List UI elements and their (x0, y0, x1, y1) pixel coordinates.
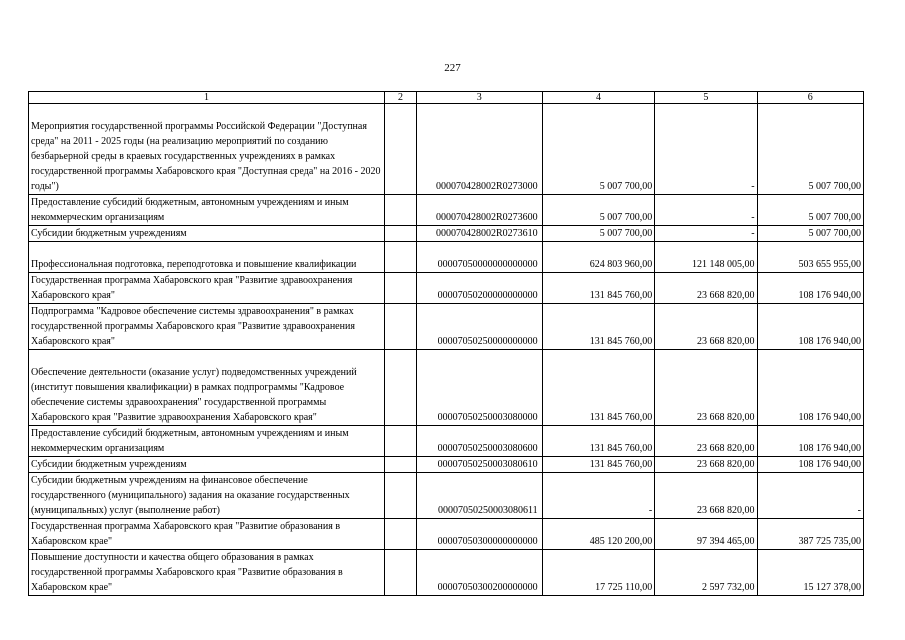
row-code: 00007050250003080610 (416, 457, 542, 473)
row-value-col4: 131 845 760,00 (542, 273, 655, 304)
row-name: Обеспечение деятельности (оказание услуг) подведомственных учреждений (институт повышения квалификации) в рамках подпрограммы "Кадровое обеспечение системы здравоохранения" государственной программы Хабаровского края "Развитие здравоохранения Хабаровского края" (29, 350, 385, 426)
row-col2 (385, 473, 417, 519)
table-row (29, 350, 864, 426)
row-name: Повышение доступности и качества общего образования в рамках государственной программы Хабаровского края "Развитие образования в Хабаровском крае" (29, 550, 385, 596)
row-value-col6: 15 127 378,00 (757, 550, 863, 596)
row-value-col6: 503 655 955,00 (757, 242, 863, 273)
row-name: Субсидии бюджетным учреждениям (29, 457, 385, 473)
row-col2 (385, 195, 417, 226)
table-row (29, 426, 864, 457)
row-code: 00007050300200000000 (416, 550, 542, 596)
row-code: 000070428002R0273600 (416, 195, 542, 226)
row-name: Мероприятия государственной программы Российской Федерации "Доступная среда" на 2011 - 2025 годы (на реализацию мероприятий по созданию безбарьерной среды в краевых государственных учреждениях в рамках государственной программы Хабаровского края "Доступная среда" на 2016 - 2020 годы") (29, 104, 385, 195)
row-value-col5: 23 668 820,00 (655, 304, 757, 350)
row-value-col6: 108 176 940,00 (757, 457, 863, 473)
row-code: 00007050300000000000 (416, 519, 542, 550)
row-name: Государственная программа Хабаровского края "Развитие образования в Хабаровском крае" (29, 519, 385, 550)
row-value-col4: 5 007 700,00 (542, 195, 655, 226)
column-header: 3 (416, 92, 542, 104)
row-value-col6: 5 007 700,00 (757, 195, 863, 226)
row-value-col4: 131 845 760,00 (542, 350, 655, 426)
row-value-col4: 131 845 760,00 (542, 457, 655, 473)
row-col2 (385, 226, 417, 242)
row-value-col6: 108 176 940,00 (757, 426, 863, 457)
row-value-col5: 97 394 465,00 (655, 519, 757, 550)
row-value-col6: 108 176 940,00 (757, 304, 863, 350)
row-col2 (385, 426, 417, 457)
table-header-row (29, 92, 864, 104)
row-value-col4: 131 845 760,00 (542, 304, 655, 350)
row-value-col6: 5 007 700,00 (757, 104, 863, 195)
row-name: Предоставление субсидий бюджетным, автономным учреждениям и иным некоммерческим организациям (29, 426, 385, 457)
row-code: 000070428002R0273610 (416, 226, 542, 242)
row-value-col4: 17 725 110,00 (542, 550, 655, 596)
column-header: 4 (542, 92, 655, 104)
row-name: Субсидии бюджетным учреждениям на финансовое обеспечение государственного (муниципального) задания на оказание государственных (муниципальных) услуг (выполнение работ) (29, 473, 385, 519)
budget-table (28, 91, 864, 596)
row-value-col5: 23 668 820,00 (655, 273, 757, 304)
row-code: 00007050250003080000 (416, 350, 542, 426)
row-value-col4: - (542, 473, 655, 519)
table-row (29, 195, 864, 226)
row-value-col4: 5 007 700,00 (542, 104, 655, 195)
row-value-col5: 121 148 005,00 (655, 242, 757, 273)
column-header: 1 (29, 92, 385, 104)
row-col2 (385, 550, 417, 596)
row-col2 (385, 350, 417, 426)
row-name: Предоставление субсидий бюджетным, автономным учреждениям и иным некоммерческим организациям (29, 195, 385, 226)
row-value-col6: 387 725 735,00 (757, 519, 863, 550)
row-value-col5: 2 597 732,00 (655, 550, 757, 596)
column-header: 5 (655, 92, 757, 104)
row-value-col5: 23 668 820,00 (655, 350, 757, 426)
table-row (29, 473, 864, 519)
table-row (29, 273, 864, 304)
page-number: 227 (444, 62, 461, 74)
row-code: 00007050200000000000 (416, 273, 542, 304)
row-value-col4: 624 803 960,00 (542, 242, 655, 273)
table-row (29, 304, 864, 350)
row-col2 (385, 457, 417, 473)
table-row (29, 519, 864, 550)
row-col2 (385, 104, 417, 195)
row-col2 (385, 242, 417, 273)
row-value-col5: - (655, 104, 757, 195)
row-value-col5: - (655, 226, 757, 242)
column-header: 6 (757, 92, 863, 104)
row-name: Государственная программа Хабаровского края "Развитие здравоохранения Хабаровского края" (29, 273, 385, 304)
row-col2 (385, 519, 417, 550)
table-row (29, 550, 864, 596)
table-row (29, 104, 864, 195)
row-col2 (385, 273, 417, 304)
row-value-col6: 108 176 940,00 (757, 350, 863, 426)
table-row (29, 226, 864, 242)
row-value-col4: 5 007 700,00 (542, 226, 655, 242)
row-value-col4: 131 845 760,00 (542, 426, 655, 457)
column-header: 2 (385, 92, 417, 104)
row-name: Профессиональная подготовка, переподготовка и повышение квалификации (29, 242, 385, 273)
row-value-col6: 108 176 940,00 (757, 273, 863, 304)
row-col2 (385, 304, 417, 350)
row-name: Субсидии бюджетным учреждениям (29, 226, 385, 242)
row-value-col5: 23 668 820,00 (655, 457, 757, 473)
row-name: Подпрограмма "Кадровое обеспечение системы здравоохранения" в рамках государственной программы Хабаровского края "Развитие здравоохранения Хабаровского края" (29, 304, 385, 350)
row-code: 00007050250003080600 (416, 426, 542, 457)
row-value-col6: 5 007 700,00 (757, 226, 863, 242)
row-code: 00007050250000000000 (416, 304, 542, 350)
row-value-col6: - (757, 473, 863, 519)
row-value-col5: 23 668 820,00 (655, 473, 757, 519)
table-row (29, 457, 864, 473)
row-code: 00007050250003080611 (416, 473, 542, 519)
row-code: 00007050000000000000 (416, 242, 542, 273)
row-value-col4: 485 120 200,00 (542, 519, 655, 550)
table-row (29, 242, 864, 273)
row-value-col5: - (655, 195, 757, 226)
row-value-col5: 23 668 820,00 (655, 426, 757, 457)
row-code: 000070428002R0273000 (416, 104, 542, 195)
